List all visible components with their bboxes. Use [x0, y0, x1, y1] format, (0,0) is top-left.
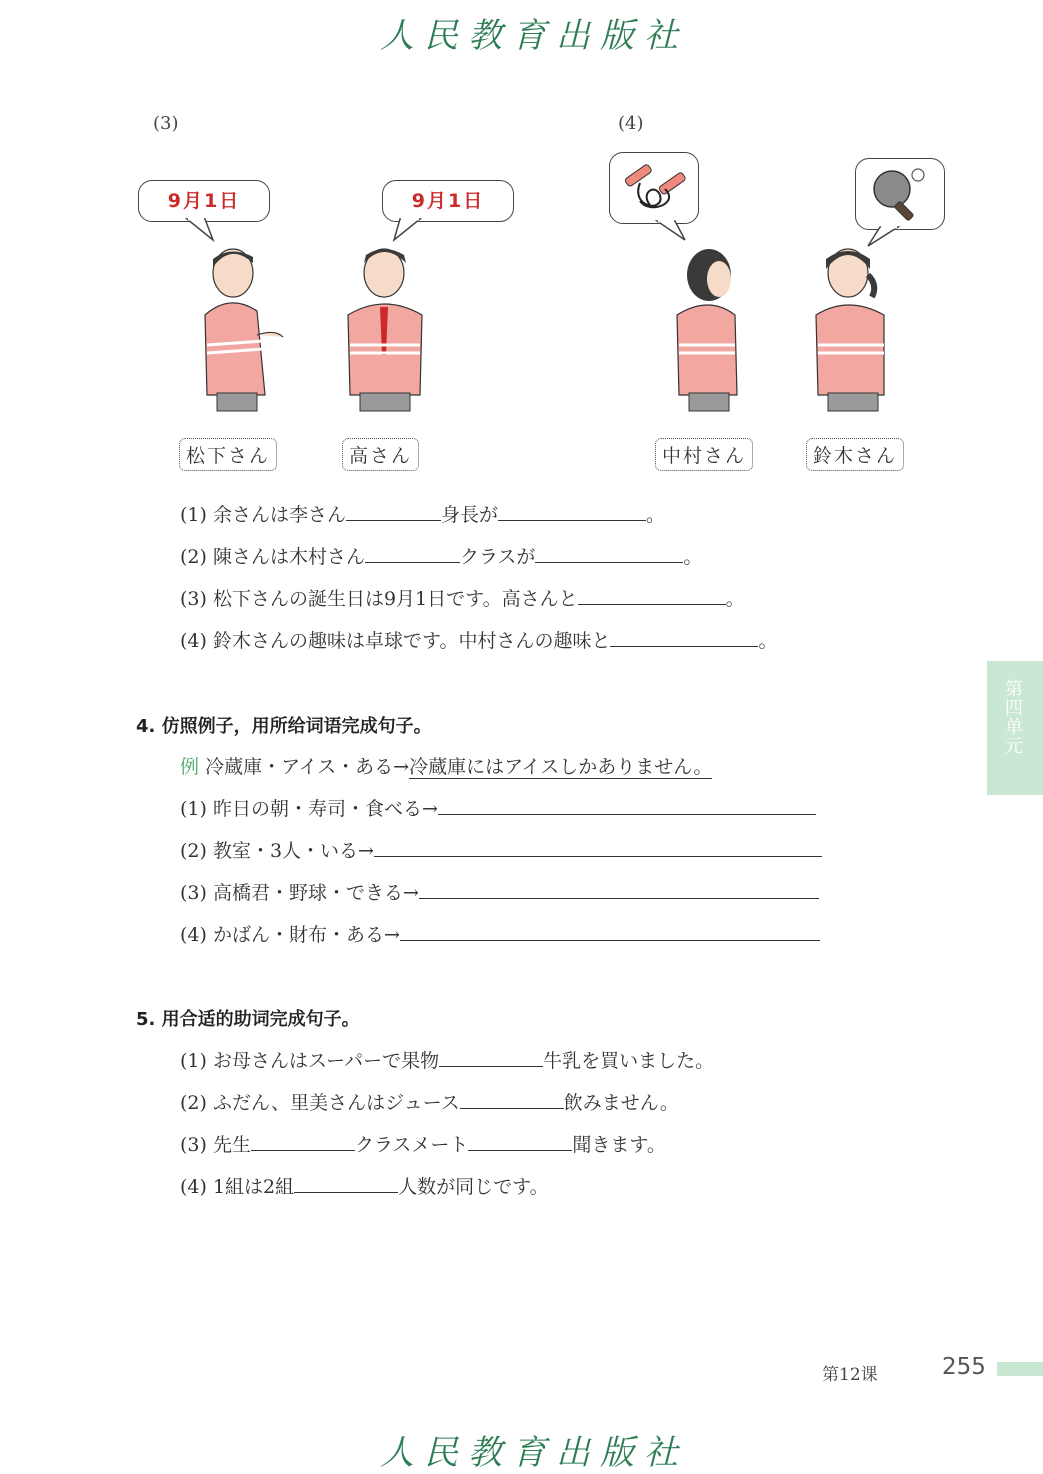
- jump-rope-icon: [610, 153, 698, 223]
- answer-blank[interactable]: [365, 544, 460, 563]
- answer-blank[interactable]: [438, 796, 816, 815]
- item-text: 昨日の朝・寿司・食べる→: [212, 798, 438, 820]
- item-text: 1組は2組: [212, 1176, 295, 1198]
- figure-takasan: [340, 245, 430, 415]
- ex4-example: [180, 752, 712, 779]
- answer-blank[interactable]: [468, 1132, 572, 1151]
- item-text: 余さんは李さん: [212, 504, 346, 526]
- item-text: 身長が: [440, 504, 498, 526]
- ex5-item-3: [180, 1130, 666, 1157]
- ex5-item-2: [180, 1088, 679, 1115]
- name-tag-nakamura: 中村さん: [655, 438, 753, 471]
- bubble-date-left: 9月1日: [167, 190, 241, 212]
- answer-blank[interactable]: [294, 1174, 398, 1193]
- name-tag-takasan: 高さん: [342, 438, 419, 471]
- ex4-item-2: [180, 836, 822, 863]
- item-number: (4): [180, 924, 207, 946]
- item-text: 。: [758, 630, 778, 652]
- ex3-item-3: [180, 584, 745, 611]
- exercise-5-title: 5. 用合适的助词完成句子。: [136, 1009, 360, 1030]
- item-text: 。: [725, 588, 745, 610]
- item-number: (1): [180, 798, 207, 820]
- item-number: (4): [180, 1176, 207, 1198]
- table-tennis-paddle-icon: [856, 159, 944, 229]
- item-text: 聞きます。: [572, 1134, 666, 1156]
- figure-nakamura: [665, 245, 755, 415]
- item-number: (4): [180, 630, 207, 652]
- item-number: (2): [180, 546, 207, 568]
- panel-3-label: (3): [153, 113, 179, 134]
- name-tag-suzuki: 鈴木さん: [806, 438, 904, 471]
- speech-bubble-paddle: [855, 158, 945, 230]
- item-text: 松下さんの誕生日は9月1日です。高さんと: [212, 588, 578, 610]
- ex4-item-3: [180, 878, 819, 905]
- item-text: 教室・3人・いる→: [212, 840, 374, 862]
- panel-4-label: (4): [618, 113, 644, 134]
- item-text: 牛乳を買いました。: [543, 1050, 715, 1072]
- item-number: (1): [180, 504, 207, 526]
- item-number: (2): [180, 1092, 207, 1114]
- item-text: 。: [646, 504, 666, 526]
- answer-blank[interactable]: [460, 1090, 564, 1109]
- answer-blank[interactable]: [535, 544, 683, 563]
- bubble-date-right: 9月1日: [411, 190, 485, 212]
- answer-blank[interactable]: [439, 1048, 543, 1067]
- publisher-watermark-bottom: 人民教育出版社: [380, 1433, 688, 1473]
- item-text: 人数が同じです。: [398, 1176, 549, 1198]
- item-number: (1): [180, 1050, 207, 1072]
- example-prompt: 冷蔵庫・アイス・ある→: [205, 756, 410, 778]
- bubble-tail-left: [185, 218, 225, 242]
- bubble-tail-right: [390, 218, 430, 242]
- item-text: クラスが: [459, 546, 536, 568]
- item-number: (3): [180, 588, 207, 610]
- ex4-item-1: [180, 794, 816, 821]
- ex3-item-1: [180, 500, 665, 527]
- item-number: (3): [180, 882, 207, 904]
- item-text: ふだん、里美さんはジュース: [212, 1092, 460, 1114]
- ex5-item-1: [180, 1046, 714, 1073]
- speech-bubble-right: [382, 180, 514, 222]
- answer-blank[interactable]: [400, 922, 820, 941]
- figure-matsushita: [195, 245, 285, 415]
- name-tag-matsushita: 松下さん: [179, 438, 277, 471]
- ex4-item-4: [180, 920, 820, 947]
- answer-blank[interactable]: [251, 1132, 355, 1151]
- unit-tab-label: 第四单元: [1005, 679, 1023, 757]
- bubble-tail-jump-rope: [655, 220, 695, 242]
- ex3-item-2: [180, 542, 702, 569]
- lesson-label: 第12课: [822, 1365, 878, 1385]
- item-text: 陳さんは木村さん: [212, 546, 365, 568]
- answer-blank[interactable]: [374, 838, 822, 857]
- answer-blank[interactable]: [498, 502, 646, 521]
- item-text: お母さんはスーパーで果物: [212, 1050, 440, 1072]
- example-answer: 冷蔵庫にはアイスしかありません。: [409, 756, 713, 778]
- ex3-item-4: [180, 626, 777, 653]
- example-label: 例: [180, 756, 200, 778]
- item-number: (2): [180, 840, 207, 862]
- answer-blank[interactable]: [578, 586, 726, 605]
- answer-blank[interactable]: [419, 880, 819, 899]
- item-text: クラスメート: [354, 1134, 469, 1156]
- page-number: 255: [942, 1354, 986, 1380]
- figure-suzuki: [808, 245, 898, 415]
- item-text: 先生: [212, 1134, 251, 1156]
- answer-blank[interactable]: [346, 502, 441, 521]
- exercise-4-title: 4. 仿照例子，用所给词语完成句子。: [136, 716, 432, 737]
- speech-bubble-left: [138, 180, 270, 222]
- publisher-watermark-top: 人民教育出版社: [380, 16, 688, 56]
- item-text: かばん・財布・ある→: [212, 924, 400, 946]
- item-text: 鈴木さんの趣味は卓球です。中村さんの趣味と: [212, 630, 611, 652]
- ex5-item-4: [180, 1172, 549, 1199]
- answer-blank[interactable]: [610, 628, 758, 647]
- speech-bubble-jump-rope: [609, 152, 699, 224]
- item-number: (3): [180, 1134, 207, 1156]
- item-text: 高橋君・野球・できる→: [212, 882, 419, 904]
- item-text: 飲みません。: [563, 1092, 679, 1114]
- footer-accent-bar: [997, 1362, 1043, 1376]
- item-text: 。: [683, 546, 703, 568]
